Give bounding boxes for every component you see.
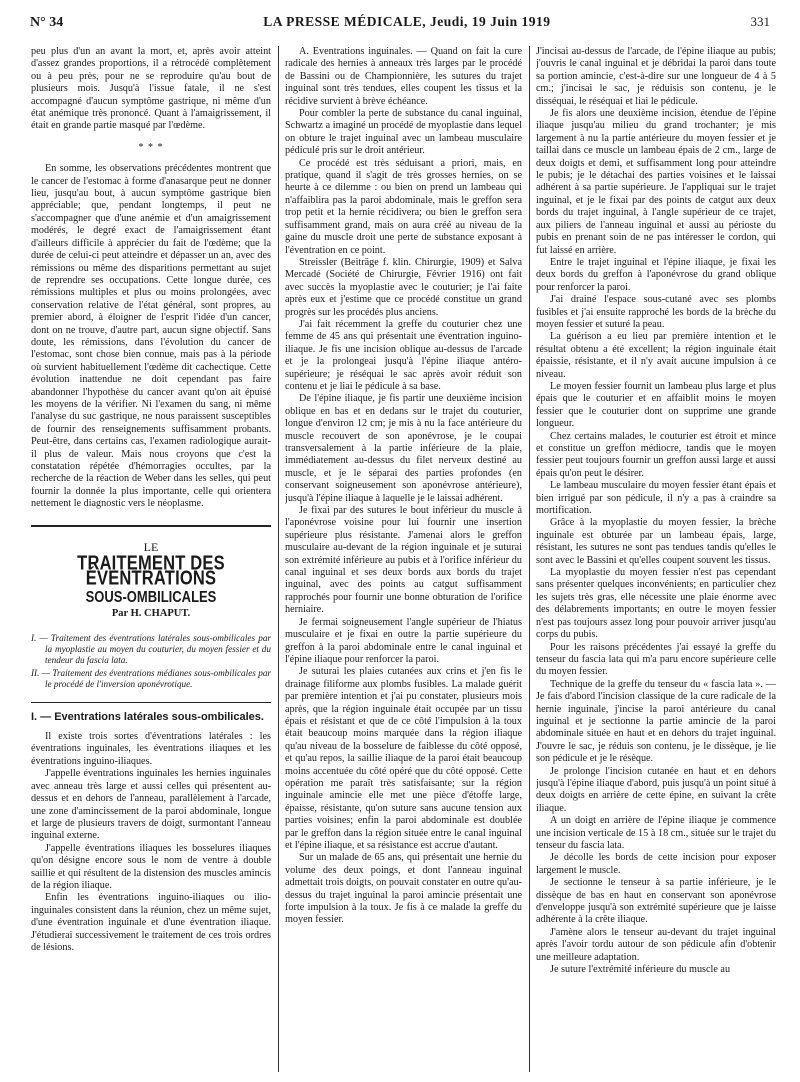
section-separator: * * * bbox=[138, 141, 164, 153]
column-1 bbox=[31, 46, 271, 1076]
paragraph: Ce procédé est très séduisant a priori, mais, en pratique, quand il s'agit de très grosses hernies, on se heurte à ce dilemme : ou bien on prend un lambeau qui n'affaiblira pas la paroi abdominale, mais le greffon sera trop petit et la hernie récidivera; ou bien le greffon sera suffisamment grand, mais on aura créé au niveau de la gaine du muscle droit une perte de substance exposant à l'éventration en ce point. bbox=[285, 157, 522, 256]
paragraph: Streissler (Beiträge f. klin. Chirurgie, 1909) et Salva Mercadé (Société de Chirurgie, Février 1916) ont fait avec succès la myoplastie avec le couturier; je l'ai faite après eux et j'estime que ce procédé constitue un grand progrès sur les procédés plus anciens. bbox=[285, 256, 522, 318]
paragraph: En somme, les observations précédentes montrent que le cancer de l'estomac à forme d'anasarque peut ne donner lieu, jusqu'au bout, à aucun symptôme gastrique bien appréciable; que, pendant longtemps, il peut ne s'accompagner que d'une anémie et d'un amaigrissement modérés, le degré exact de l'amaigrissement étant d'ailleurs difficile à apprécier du fait de l'œdème; que la durée de celui-ci peut atteindre et dépasser un an, avec des rémissions ou même des disparitions permettant au sujet de reprendre ses occupations. Cette longue durée, ces rémissions multiples et plus ou moins prolongées, avec conservation relative de l'état général, sont propres, au premier abord, à éloigner de l'esprit l'idée d'un cancer, dont on ne trouve, d'autre part, aucun signe objectif. Sans doute, les rémissions, dans l'évolution du cancer de l'estomac, sont chose bien connue, mais pas à la période où survient habituellement l'œdème dit cachectique. Cette évolution inattendue ne doit cependant pas faire abandonner l'hypothèse du cancer avant qu'on ait épuisé les moyens de la vérifier. Ni l'examen du sang, ni même l'analyse du suc gastrique, ne nous paraissent susceptibles de fournir des renseignements suffisamment probants. Peut-être, dans certains cas, l'examen radiologique aurait-il plus de valeur. Mais nous croyons que c'est la constatation répétée d'hémorragies occultes, par la recherche de la réaction de Weber dans les selles, qui peut fournir la donnée la plus importante, celle qui orientera nettement le diagnostic vers le néoplasme. bbox=[31, 163, 271, 510]
article-title: TRAITEMENT DES ÉVENTRATIONS bbox=[77, 552, 225, 591]
paragraph: A un doigt en arrière de l'épine iliaque je commence une incision verticale de 15 à 18 cm., située sur le trajet du tenseur du fascia lata. bbox=[536, 815, 776, 851]
column-3 bbox=[536, 46, 776, 1076]
paragraph: La guérison a eu lieu par première intention et le résultat obtenu a été excellent; la région inguinale était épaissie, résistante, et il n'y avait aucune impulsion à ce niveau. bbox=[536, 331, 776, 380]
paragraph: Je prolonge l'incision cutanée en haut et en dehors jusqu'à l'épine iliaque d'abord, puis jusqu'à un point situé à deux doigts en arrière de cette épine, en suivant la crête iliaque. bbox=[536, 765, 776, 814]
paragraph: Enfin les éventrations inguino-iliaques ou ilio-inguinales consistent dans la réunion, chez un même sujet, d'une éventration inguinale et d'une éventration iliaque. J'étudierai successivement le traitement de ces trois ordres de lésions. bbox=[31, 892, 271, 953]
paragraph: J'appelle éventrations iliaques les bosselures iliaques qu'on désigne encore sous le nom de ventre à double saillie et qui résultent de la distension des muscles amincis de la région iliaque. bbox=[31, 842, 271, 891]
column-rule-left bbox=[278, 46, 279, 1072]
paragraph: Je fixai par des sutures le bout inférieur du muscle à l'aponévrose voisine pour lui fournir une insertion supérieure plus résistante. J'amenai alors le greffon musculaire au-devant de la région inguinale et je suturai son extrémité inférieure au pubis et à l'orifice inférieur du canal inguinal et ses deux bords aux bords du trajet inguinal, avec des points au catgut suffisamment rapprochés pour fournir une bonne obturation de l'orifice herniaire. bbox=[285, 505, 522, 616]
paragraph: Pour les raisons précédentes j'ai essayé la greffe du tenseur du fascia lata qui m'a paru encore supérieure celle du moyen fessier. bbox=[536, 641, 776, 678]
paragraph: Pour combler la perte de substance du canal inguinal, Schwartz a imaginé un procédé de myoplastie dans lequel on obture le trajet inguinal avec un lambeau musculaire pédiculé pris sur le droit antérieur. bbox=[285, 108, 522, 157]
paragraph: Grâce à la myoplastie du moyen fessier, la brèche inguinale est obturée par un lambeau épais, large, résistant, les sutures ne sont pas tendues tandis qu'elles le sont avec le Bassini et qu'elles coupent souvent les tissus. bbox=[536, 517, 776, 566]
page-number: 331 bbox=[750, 14, 770, 29]
paragraph: Entre le trajet inguinal et l'épine iliaque, je fixai les deux bords du greffon à l'aponévrose du grand oblique pour renforcer la paroi. bbox=[536, 256, 776, 293]
paragraph: Sur un malade de 65 ans, qui présentait une hernie du volume des deux poings, et dont l'anneau inguinal admettait trois doigts, on pouvait constater en outre qu'au-dessus du trajet inguinal la paroi amincie présentait une forte impulsion à la toux. Je fis à ce malade la greffe du moyen fessier. bbox=[285, 852, 522, 926]
outline-item: I. — Traitement des éventrations latérales sous-ombilicales par la myoplastie au moyen du couturier, du moyen fessier et du tendeur du fascia lata. bbox=[31, 632, 271, 665]
outline-item: II. — Traitement des éventrations médianes sous-ombilicales par le procédé de l'inversion aponévrotique. bbox=[31, 667, 271, 689]
paragraph: J'ai fait récemment la greffe du couturier chez une femme de 45 ans qui présentait une éventration inguino-iliaque. Je fis une incision oblique au-dessus de l'arcade et je la prolongeai jusqu'à l'épine iliaque antéro-supérieure; je réséquai le sac après avoir réduit son contenu et je liai le pédicule à sa base. bbox=[285, 318, 522, 392]
section-heading: I. — Eventrations latérales sous-ombilicales. bbox=[31, 702, 271, 723]
article-outline bbox=[31, 633, 271, 690]
article-heading bbox=[31, 525, 271, 690]
paragraph: peu plus d'un an avant la mort, et, après avoir atteint d'assez grandes proportions, il a rétrocédé complètement ou à peu près, pour ne se reproduire qu'au bout de plusieurs mois. Jusqu'à l'issue fatale, il ne s'est accompagné d'aucun symptôme gastrique, ni même d'un état anémique très prononcé. Quant à l'amaigrissement, il était en grande partie masqué par l'œdème. bbox=[31, 46, 271, 132]
paragraph: La myoplastie du moyen fessier n'est pas cependant sans présenter quelques inconvénients; en particulier chez les sujets très gras, elle nécessite une plaie énorme avec des délabrements importants; en outre le moyen fessier n'est pas toujours assez long pour pouvoir arriver jusqu'au corps du pubis. bbox=[536, 567, 776, 641]
paragraph: Le moyen fessier fournit un lambeau plus large et plus épais que le couturier et en affaiblit moins le moyen fessier que le couturier dont on supprime une grande longueur. bbox=[536, 380, 776, 430]
article-subtitle: SOUS-OMBILICALES bbox=[85, 587, 217, 606]
paragraph: Je fermai soigneusement l'angle supérieur de l'hiatus musculaire et je fixai en outre la partie supérieure du greffon à la paroi abdominale entre le canal inguinal et l'épine iliaque pour renforcer la paroi. bbox=[285, 616, 522, 665]
article-article: LE bbox=[143, 539, 159, 554]
paragraph: Je suturai les plaies cutanées aux crins et j'en fis le drainage filiforme aux plombs fusibles. La malade guérit par première intention et j'ai pu constater, plusieurs mois après, que la région inguinale était occupée par un tissu épais et résistant et que de ce côté l'impulsion à la toux était beaucoup moins marquée dans la région iliaque qu'au niveau de la bosselure de faiblesse du côté opposé, et qu'au repos, la saillie iliaque de la paroi était beaucoup moins accentuée du côté opéré que du côté opposé. Cette opération me paraît très satisfaisante; sur la région inguinale amincie elle met une pièce d'étoffe large, épaisse, résistante, qu'on suture sans aucune tension aux parties voisines; enfin la paroi abdominale est doublée par le greffon dans la région située entre le canal inguinal et l'épine iliaque, et sa résistance est accrue d'autant. bbox=[285, 666, 522, 851]
paragraph: Il existe trois sortes d'éventrations latérales : les éventrations inguinales, les éventrations iliaques et les éventrations inguino-iliaques. bbox=[31, 731, 271, 767]
paragraph: Je décolle les bords de cette incision pour exposer largement le muscle. bbox=[536, 852, 776, 876]
column-2 bbox=[285, 46, 522, 1076]
paragraph: Technique de la greffe du tenseur du « fascia lata ». — Je fais d'abord l'incision classique de la cure radicale de la hernie inguinale, j'incise la paroi antérieure du canal inguinal et je sectionne la partie amincie de la paroi abdominale située en haut et en dehors du trajet inguinal. J'ouvre le sac, je réduis son contenu, je le dissèque, je lie son pédicule et je le résèque. bbox=[536, 678, 776, 765]
paragraph: Chez certains malades, le couturier est étroit et mince et constitue un greffon médiocre, tandis que le moyen fessier peut toujours fournir un greffon aussi large et aussi épais qu'on peut le désirer. bbox=[536, 430, 776, 479]
paragraph: Le lambeau musculaire du moyen fessier étant épais et bien irrigué par son pédicule, il n'y a pas à craindre sa mortification. bbox=[536, 480, 776, 517]
paragraph: A. Eventrations inguinales. — Quand on fait la cure radicale des hernies à anneaux très larges par le procédé de Bassini ou de Championnière, les sutures du trajet inguinal sont très tendues, elles coupent les tissus et la récidive survient à brève échéance. bbox=[285, 46, 522, 107]
article-author: Par H. CHAPUT. bbox=[111, 608, 191, 620]
paragraph: J'amène alors le tenseur au-devant du trajet inguinal après l'avoir tordu autour de son pédicule afin d'obtenir une meilleure adaptation. bbox=[536, 926, 776, 963]
paragraph: J'ai drainé l'espace sous-cutané avec ses plombs fusibles et j'ai ensuite rapproché les bords de la brèche du moyen fessier et suturé la peau. bbox=[536, 294, 776, 330]
paragraph: Je fis alors une deuxième incision, étendue de l'épine iliaque jusqu'au milieu du grand trochanter; je mis largement à nu la partie antérieure du moyen fessier et je taillai dans ce muscle un lambeau épais de 2 cm., large de deux doigts et demi, et suffisamment long pour atteindre le pubis; je le détachai des parties voisines et le laissai adhérent à sa partie supérieure. Je l'appliquai sur le trajet inguinal, et je le fixai par des points de catgut aux deux bords du trajet inguinal, à l'angle supérieur de ce trajet, aux piliers de l'anneau inguinal et aussi au périoste du pubis en prenant soin de ne pas intéresser le cordon, qui fut laissé en arrière. bbox=[536, 108, 776, 256]
paragraph: Je suture l'extrémité inférieure du muscle au bbox=[550, 964, 731, 976]
paragraph: J'appelle éventrations inguinales les hernies inguinales avec anneau très large et aussi celles qui présentent au-dessus et en dehors de l'anneau, parallèlement à l'arcade, une zone d'amincissement de la paroi abdominale, longue et large de plusieurs travers de doigt, surmontant l'anneau inguinal externe. bbox=[31, 768, 271, 842]
paragraph: J'incisai au-dessus de l'arcade, de l'épine iliaque au pubis; j'ouvris le canal inguinal et je débridai la paroi dans toute sa portion amincie, c'est-à-dire sur une longueur de 4 à 5 cm.; j'incisai le sac, je réduisis son contenu, je le disséquai, le réséquai et liai le pédicule. bbox=[536, 46, 776, 107]
column-rule-right bbox=[529, 46, 530, 1072]
page-header bbox=[30, 14, 770, 36]
journal-title: LA PRESSE MÉDICALE, Jeudi, 19 Juin 1919 bbox=[263, 14, 551, 29]
issue-number: N° 34 bbox=[30, 15, 64, 30]
paragraph: Je sectionne le tenseur à sa partie inférieure, je le dissèque de bas en haut en conservant son aponévrose d'enveloppe jusqu'à son extrémité supérieure que je laisse adhérente à la crête iliaque. bbox=[536, 877, 776, 926]
paragraph: De l'épine iliaque, je fis partir une deuxième incision oblique en bas et en dedans sur le trajet du couturier, longue d'environ 12 cm; je mis à nu la face antérieure du muscle recouvert de son aponévrose, je le coupai transversalement à la partie inférieure de la plaie, immédiatement au-dessus du filet nerveux destiné au muscle, et je le séparai des parties profondes (en conservant soigneusement son aponévrose antérieure), jusqu'à l'épine iliaque à laquelle je le laissai adhérent. bbox=[285, 393, 522, 504]
